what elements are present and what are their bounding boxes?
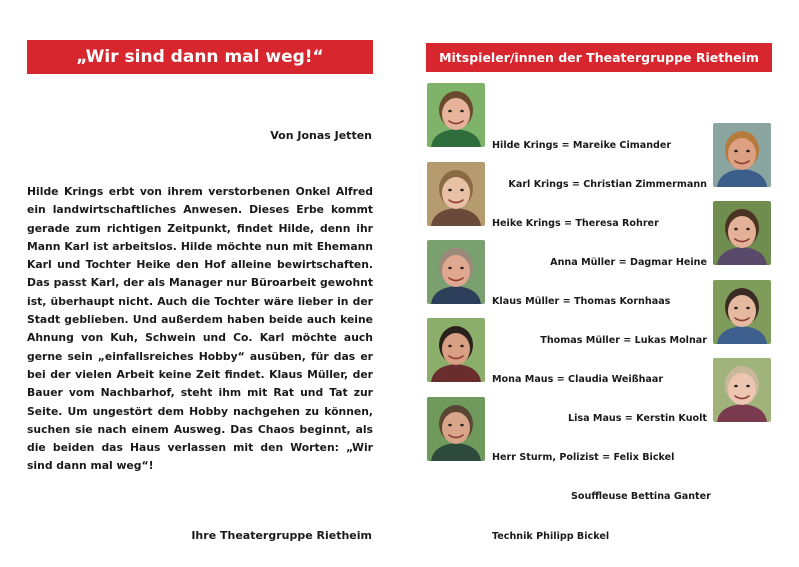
portrait-theresa-rohrer	[427, 162, 485, 226]
cast-title: Mitspieler/innen der Theatergruppe Rietheim	[439, 50, 759, 65]
cast-title-banner	[426, 43, 772, 72]
cast-entry: Herr Sturm, Polizist = Felix Bickel	[492, 452, 675, 463]
portrait-dagmar-heine	[713, 201, 771, 265]
cast-entry: Mona Maus = Claudia Weißhaar	[492, 374, 664, 385]
author-credit: Von Jonas Jetten	[270, 129, 372, 142]
portrait-mareike-cimander	[427, 83, 485, 147]
story-text: Hilde Krings erbt von ihrem verstorbenen Onkel Alfred ein landwirtschaftliches Anwesen. Dieses Erbe kommt gerade zum richtigen Zeitpunkt, findet Hilde, denn ihr Mann Karl ist arbeitslos. Hilde möchte nun mit Ehemann Karl und Tochter Heike den Hof alleine bewirtschaften. Das passt Karl, der als Manager nur Büroarbeit gewohnt ist, überhaupt nicht. Auch die Tochter wäre lieber in der Stadt geblieben. Und außerdem haben beide auch keine Ahnung von Kuh, Schwein und Co. Karl möchte auch gerne sein „einfallsreiches Hobby“ ausüben, für das er bei der vielen Arbeit keine Zeit findet. Klaus Müller, der Bauer vom Nachbarhof, steht ihm mit Rat und Tat zur Seite. Um ungestört dem Hobby nachgehen zu können, suchen sie nach einem Ausweg. Das Chaos beginnt, als die beiden das Haus verlassen mit den Worten: „Wir sind dann mal weg“!	[27, 185, 373, 473]
cast-entry: Klaus Müller = Thomas Kornhaas	[492, 296, 671, 307]
cast-entry: Heike Krings = Theresa Rohrer	[492, 218, 659, 229]
cast-entry: Karl Krings = Christian Zimmermann	[508, 179, 707, 190]
portrait-claudia-weisshaar	[427, 318, 485, 382]
cast-entry: Anna Müller = Dagmar Heine	[550, 257, 707, 268]
souffleuse-credit: Souffleuse Bettina Ganter	[571, 491, 711, 502]
portrait-thomas-kornhaas	[427, 240, 485, 304]
portrait-kerstin-kuolt	[713, 358, 771, 422]
cast-entry: Thomas Müller = Lukas Molnar	[540, 335, 707, 346]
play-title: „Wir sind dann mal weg!“	[76, 47, 324, 67]
technik-credit: Technik Philipp Bickel	[492, 531, 610, 542]
play-title-banner	[27, 40, 373, 74]
signature: Ihre Theatergruppe Rietheim	[191, 529, 372, 542]
cast-entry: Hilde Krings = Mareike Cimander	[492, 140, 672, 151]
portrait-christian-zimmermann	[713, 123, 771, 187]
portrait-felix-bickel	[427, 397, 485, 461]
portrait-lukas-molnar	[713, 280, 771, 344]
cast-entry: Lisa Maus = Kerstin Kuolt	[567, 413, 707, 424]
